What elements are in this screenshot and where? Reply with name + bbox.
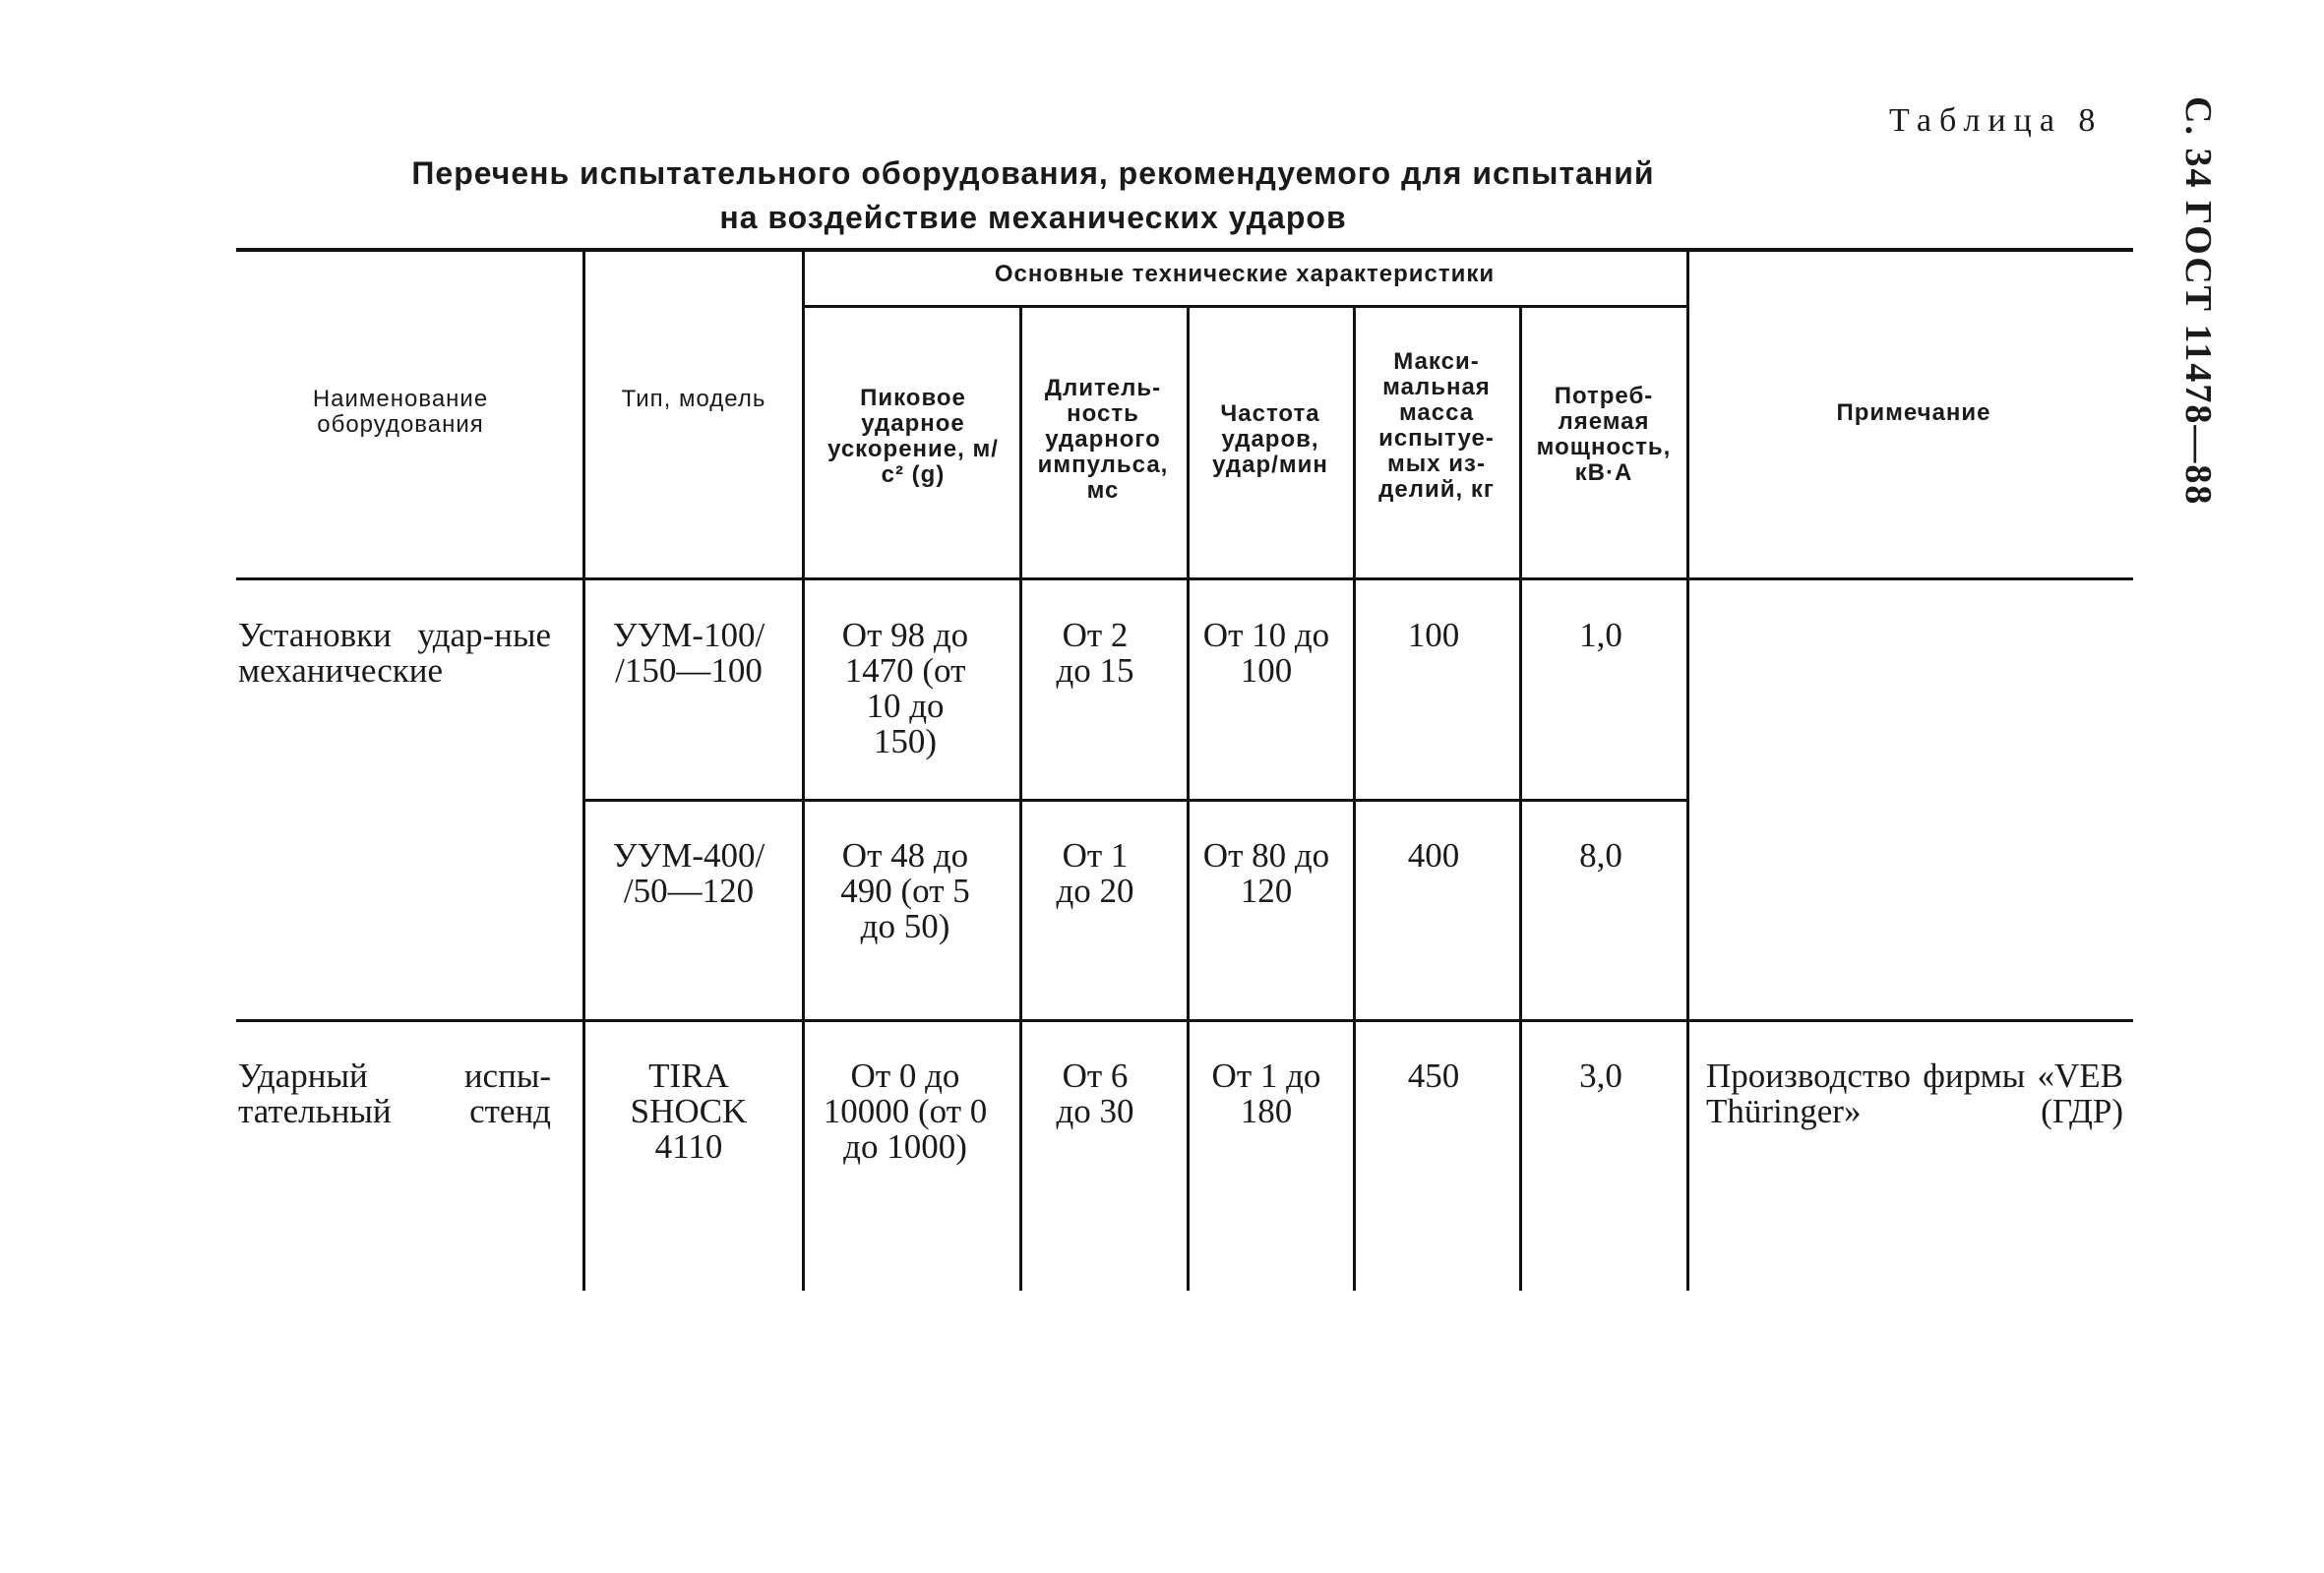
cell-max-mass: 450 (1407, 1057, 1460, 1095)
cell-shock-frequency: От 80 до 120 (1202, 836, 1330, 910)
table-title-line-1: Перечень испытательного оборудования, рекомендуемого для испытаний (411, 155, 1655, 191)
header-note: Примечание (1836, 399, 1991, 426)
header-shock-frequency: Частота ударов, удар/мин (1212, 400, 1328, 478)
table-title-line-2: на воздействие механических ударов (719, 200, 1347, 235)
column-rule (1519, 308, 1522, 1291)
cell-type-model: TIRA SHOCK 4110 (630, 1057, 748, 1166)
header-pulse-duration: Длитель-ность ударного импульса, мс (1037, 375, 1169, 504)
header-bottom-rule (236, 577, 2133, 580)
cell-max-mass: 100 (1407, 616, 1460, 654)
cell-peak-acceleration: От 48 до 490 (от 5 до 50) (840, 836, 970, 945)
column-rule (1019, 308, 1022, 1291)
cell-peak-acceleration: От 98 до 1470 (от 10 до 150) (841, 616, 969, 760)
cell-shock-frequency: От 1 до 180 (1211, 1057, 1321, 1130)
cell-pulse-duration: От 2 до 15 (1056, 616, 1134, 690)
group-header-rule (805, 305, 1686, 308)
cell-shock-frequency: От 10 до 100 (1202, 616, 1330, 690)
cell-max-mass: 400 (1407, 836, 1460, 875)
cell-power: 1,0 (1579, 616, 1622, 654)
header-max-mass: Макси-мальная масса испытуе-мых из-делий, кг (1378, 348, 1495, 503)
header-power: Потреб-ляемая мощность, кВ·А (1536, 383, 1672, 486)
header-equipment-name: Наименование оборудования (312, 386, 489, 438)
column-rule (1686, 252, 1689, 1291)
cell-type-model: УУМ-100/ /150—100 (612, 616, 765, 690)
page-header-standard: С. 34 ГОСТ 11478—88 (2177, 96, 2219, 507)
cell-note: Производство фирмы «VEB Thüringer» (ГДР) (1706, 1057, 2123, 1130)
cell-equipment-name: Ударный испы-тательный стенд (238, 1057, 551, 1130)
row-divider (236, 1019, 2133, 1022)
column-rule (1187, 308, 1190, 1291)
cell-power: 3,0 (1579, 1057, 1622, 1095)
header-peak-acceleration: Пиковое ударное ускорение, м/с² (g) (827, 385, 999, 488)
cell-pulse-duration: От 1 до 20 (1056, 836, 1134, 910)
header-main-characteristics: Основные технические характеристики (994, 261, 1496, 287)
column-rule (582, 252, 585, 1291)
table-number-label: Таблица 8 (1889, 102, 2104, 139)
header-type-model: Тип, модель (621, 386, 766, 412)
cell-equipment-name: Установки удар-ные механические (238, 616, 551, 690)
cell-power: 8,0 (1579, 836, 1622, 875)
column-rule (1353, 308, 1356, 1291)
cell-type-model: УУМ-400/ /50—120 (612, 836, 765, 910)
cell-pulse-duration: От 6 до 30 (1056, 1057, 1134, 1130)
table-top-rule (236, 248, 2133, 252)
cell-peak-acceleration: От 0 до 10000 (от 0 до 1000) (823, 1057, 988, 1166)
column-rule (802, 252, 805, 1291)
